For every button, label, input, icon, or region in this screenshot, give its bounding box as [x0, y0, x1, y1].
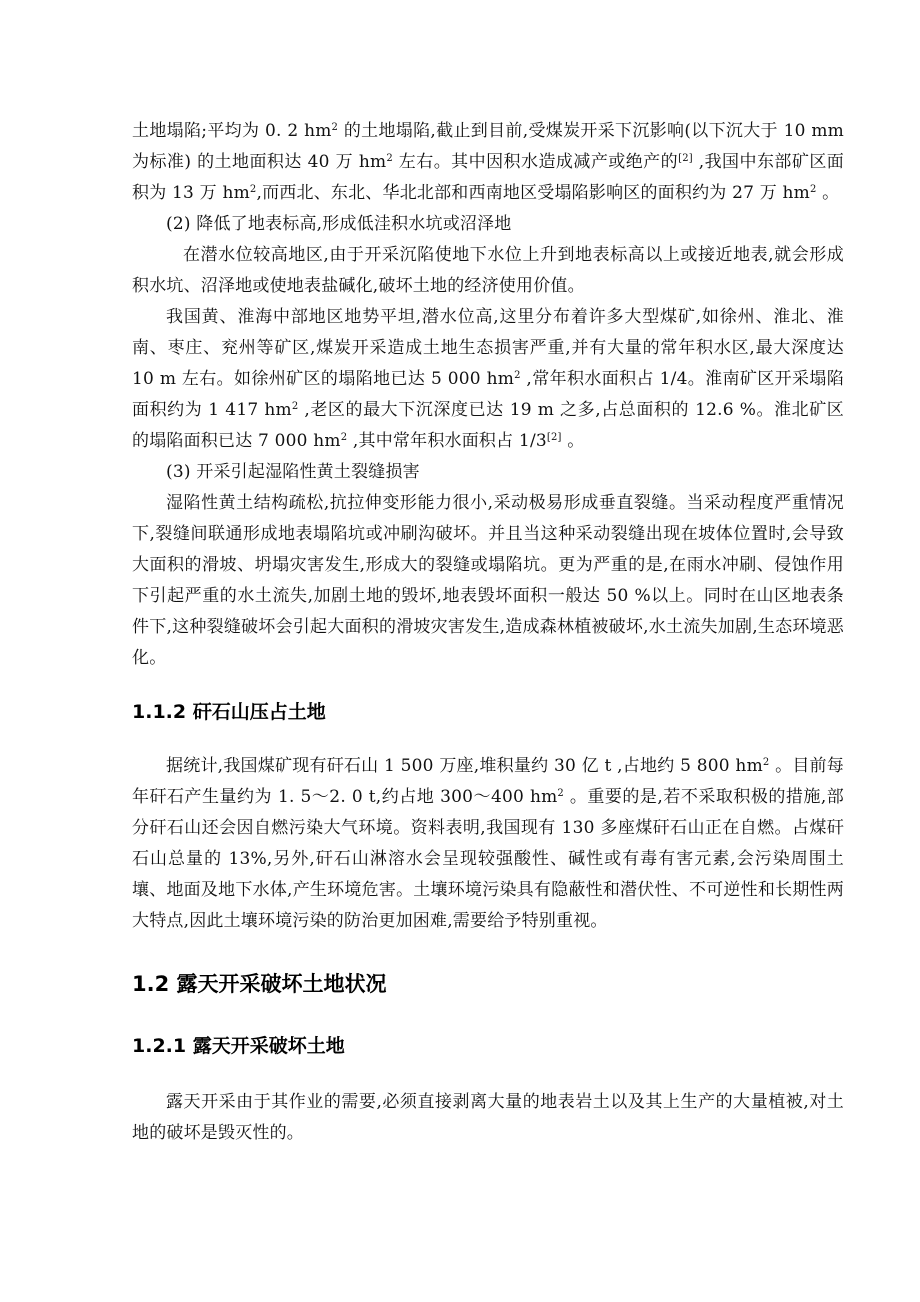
section-heading-1-2: 1.2 露天开采破坏土地状况: [132, 972, 387, 996]
paragraph-water-table: 在潜水位较高地区,由于开采沉陷使地下水位上升到地表标高以上或接近地表,就会形成积水坑、沼泽地或使地表盐碱化,破坏土地的经济使用价值。: [132, 245, 844, 296]
paragraph-open-pit: 露天开采由于其作业的需要,必须直接剥离大量的地表岩土以及其上生产的大量植被,对土地的破坏是毁灭性的。: [132, 1092, 844, 1143]
list-item-title-2: (2) 降低了地表标高,形成低洼积水坑或沼泽地: [166, 214, 512, 234]
citation: [2]: [546, 432, 562, 443]
section-heading-1-1-2: 1.1.2 矸石山压占土地: [132, 701, 326, 723]
paragraph-land-subsidence: 土地塌陷;平均为 0. 2 $hm^2$ 的土地塌陷,截止到目前,受煤炭开采下沉影响(以下沉大于 10 mm 为标准) 的土地面积达 40 万 $hm^2$ 左右。其中因积水造成减产或绝产的[2] ,我国中东部矿区面积为 13 万 $hm^2$,而西北、东北、华北北部和西南地区受塌陷影响区的面积约为 27 万 $hm^2$ 。: [132, 121, 844, 203]
paragraph-huaihai-region: 我国黄、淮海中部地区地势平坦,潜水位高,这里分布着许多大型煤矿,如徐州、淮北、淮南、枣庄、兖州等矿区,煤炭开采造成土地生态损害严重,并有大量的常年积水区,最大深度达 10 m 左右。如徐州矿区的塌陷地已达 5 000 $hm^2$ ,常年积水面积占 1/4。淮南矿区开采塌陷面积约为 1 417 $hm^2$ ,老区的最大下沉深度已达 19 m 之多,占总面积的 12.6 %。淮北矿区的塌陷面积已达 7 000 $hm^2$ ,其中常年积水面积占 1/3[2] 。: [132, 307, 844, 451]
list-item-title-3: (3) 开采引起湿陷性黄土裂缝损害: [166, 462, 420, 482]
section-heading-1-2-1: 1.2.1 露天开采破坏土地: [132, 1035, 345, 1057]
document-body: [132, 116, 844, 1149]
citation: [2]: [678, 153, 693, 164]
paragraph-gangue-hills: 据统计,我国煤矿现有矸石山 1 500 万座,堆积量约 30 亿 t ,占地约 5 800 $hm^2$ 。目前每年矸石产生量约为 1. 5～2. 0 t,约占地 300～400 $hm^2$ 。重要的是,若不采取积极的措施,部分矸石山还会因自燃污染大气环境。资料表明,我国现有 130 多座煤矸石山正在自燃。占煤矸石山总量的 13%,另外,矸石山淋溶水会呈现较强酸性、碱性或有毒有害元素,会污染周围土壤、地面及地下水体,产生环境危害。土壤环境污染具有隐蔽性和潜伏性、不可逆性和长期性两大特点,因此土壤环境污染的防治更加困难,需要给予特别重视。: [132, 756, 844, 931]
paragraph-loess-cracks: 湿陷性黄土结构疏松,抗拉伸变形能力很小,采动极易形成垂直裂缝。当采动程度严重情况下,裂缝间联通形成地表塌陷坑或冲刷沟破坏。并且当这种采动裂缝出现在坡体位置时,会导致大面积的滑坡、坍塌灾害发生,形成大的裂缝或塌陷坑。更为严重的是,在雨水冲刷、侵蚀作用下引起严重的水土流失,加剧土地的毁坏,地表毁坏面积一般达 50 %以上。同时在山区地表条件下,这种裂缝破坏会引起大面积的滑坡灾害发生,造成森林植被破坏,水土流失加剧,生态环境恶化。: [132, 493, 844, 668]
